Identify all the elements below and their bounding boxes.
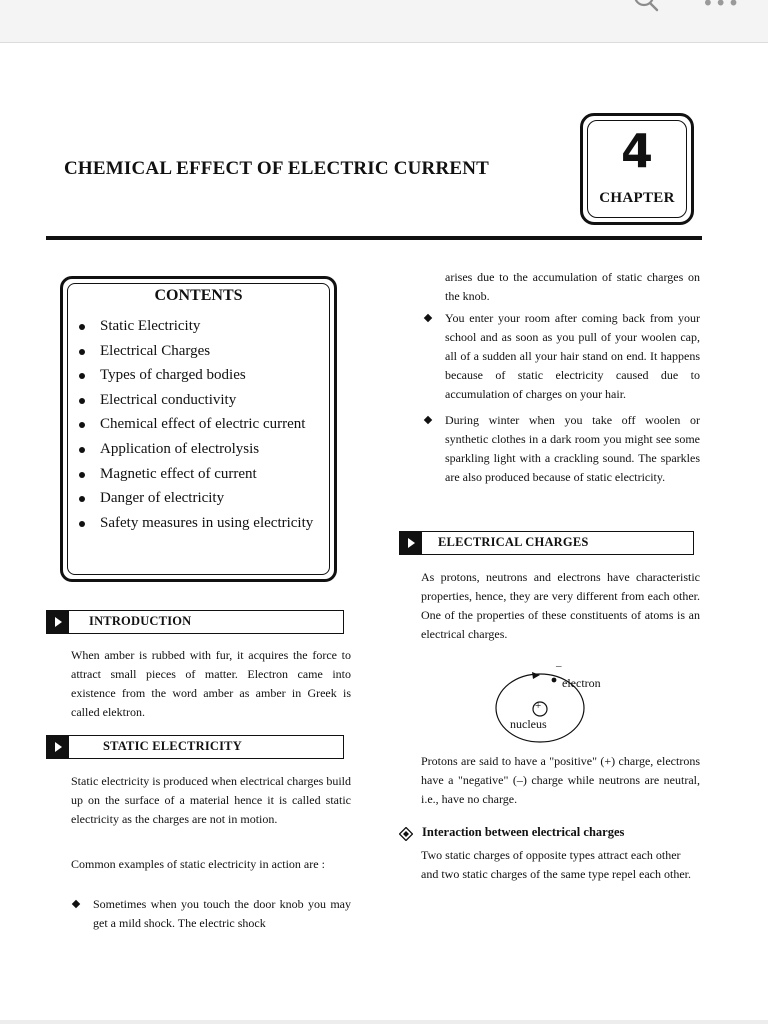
search-icon[interactable] (632, 0, 660, 12)
introduction-text: When amber is rubbed with fur, it acquires the force to attract small pieces of matter. Electron came into existence from the word amber as amber in Greek is called elektron. (71, 648, 351, 719)
contents-item: Static Electricity (75, 314, 328, 339)
atom-diagram (492, 660, 612, 748)
electrical-charges-header (399, 531, 694, 555)
contents-title: CONTENTS (154, 287, 243, 304)
page-bottom-edge (0, 1020, 768, 1024)
diamond-bullet-icon (399, 827, 413, 841)
electrical-charges-heading: ELECTRICAL CHARGES (438, 535, 589, 549)
interaction-text: Two static charges of opposite types attract each other and two static charges of the same type repel each other. (421, 848, 692, 881)
chapter-title: CHEMICAL EFFECT OF ELECTRIC CURRENT (64, 158, 490, 179)
static-electricity-heading: STATIC ELECTRICITY (103, 739, 242, 753)
contents-item: Application of electrolysis (75, 437, 328, 462)
introduction-heading: INTRODUCTION (89, 614, 192, 628)
examples-list (71, 895, 351, 940)
static-examples-list (423, 309, 700, 494)
contents-list (75, 314, 328, 535)
contents-item: Safety measures in using electricity (75, 511, 328, 536)
chapter-label: CHAPTER (599, 190, 675, 206)
static-electricity-header (46, 735, 344, 759)
list-item: You enter your room after coming back from your school and as soon as you pull of your woolen cap, all of a sudden all your hair stand on end. It happens because of static electricity caused due to accumulation of charges on your hair. (423, 309, 700, 404)
introduction-header (46, 610, 344, 634)
contents-item: Magnetic effect of current (75, 462, 328, 487)
continuation-text: arises due to the accumulation of static charges on the knob. (445, 270, 700, 303)
viewer-toolbar (0, 0, 768, 43)
charges-text: Protons are said to have a "positive" (+) charge, electrons have a "negative" (–) charge while neutrons are neutral, i.e., have no charge. (421, 754, 700, 806)
examples-intro: Common examples of static electricity in action are : (71, 857, 325, 871)
contents-item: Types of charged bodies (75, 363, 328, 388)
arrow-icon (400, 532, 422, 554)
contents-item: Electrical conductivity (75, 388, 328, 413)
contents-item: Danger of electricity (75, 486, 328, 511)
electron-label: electron (562, 676, 601, 690)
static-electricity-text: Static electricity is produced when electrical charges build up on the surface of a material hence it is called static electricity as the charges are not in motion. (71, 774, 352, 826)
nucleus-sign: + (535, 700, 542, 712)
more-options-icon[interactable]: ••• (702, 0, 741, 15)
contents-box (60, 276, 337, 582)
arrow-icon (47, 611, 69, 633)
title-divider (46, 236, 702, 240)
interaction-heading: Interaction between electrical charges (422, 825, 625, 839)
nucleus-label: nucleus (510, 717, 547, 731)
list-item: Sometimes when you touch the door knob you may get a mild shock. The electric shock (71, 895, 351, 933)
list-item: During winter when you take off woolen or synthetic clothes in a dark room you might see some sparkling light with a crackling sound. The sparkles are also produced because of static electricity. (423, 411, 700, 487)
electron-sign: – (556, 660, 562, 672)
contents-item: Electrical Charges (75, 339, 328, 364)
electrical-charges-text: As protons, neutrons and electrons have characteristic properties, hence, they are very different from each other. One of the properties of these constituents of atoms is an electrical charges. (421, 570, 700, 641)
chapter-badge (580, 113, 694, 225)
arrow-icon (47, 736, 69, 758)
chapter-number: 4 (620, 124, 653, 178)
contents-item: Chemical effect of electric current (75, 412, 328, 437)
